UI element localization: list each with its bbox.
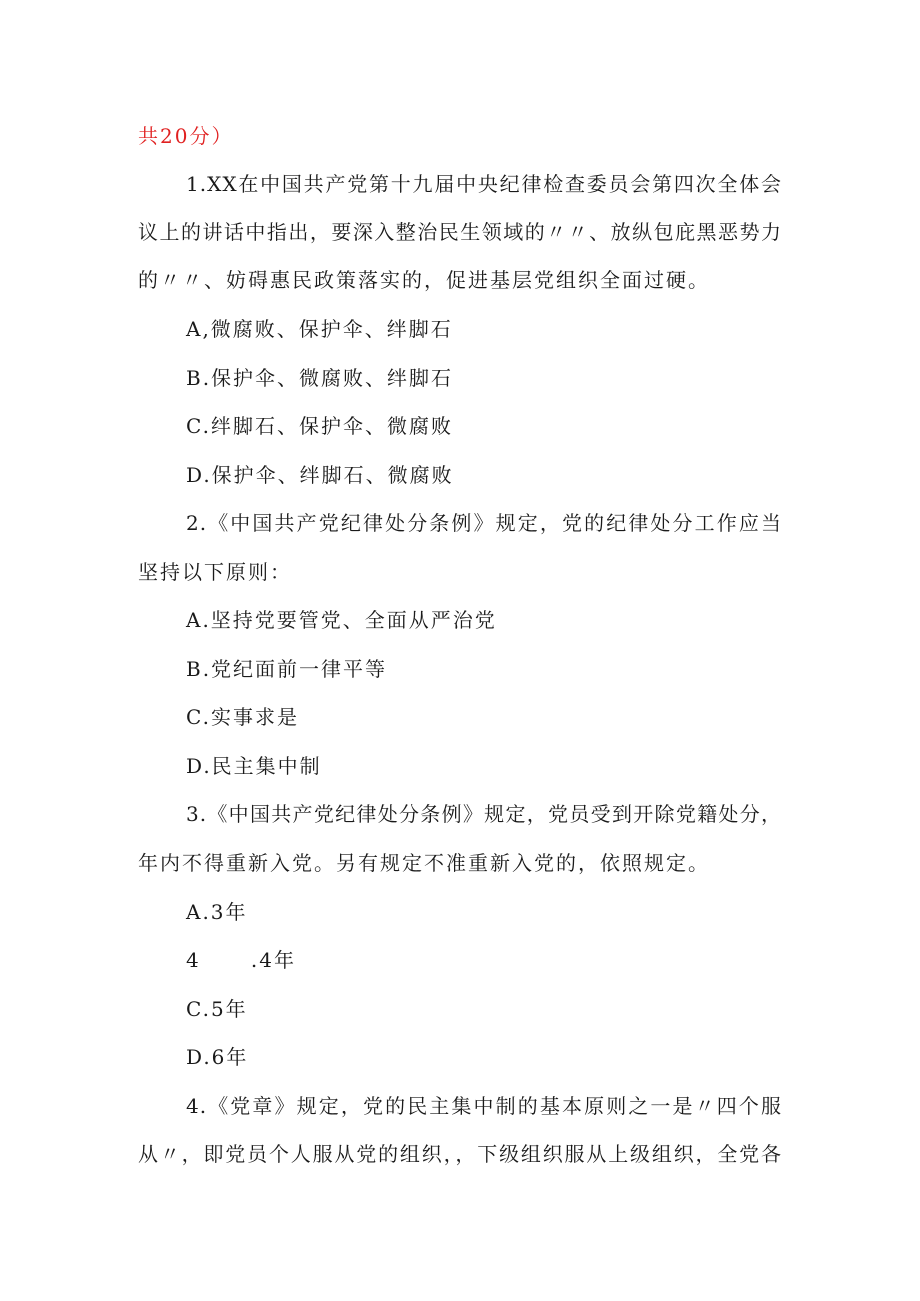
question-1-stem-line-2: 议上的讲话中指出，要深入整治民生领域的〃〃、放纵包庇黑恶势力 (138, 220, 782, 244)
question-3-stem-line-2: 年内不得重新入党。另有规定不准重新入党的，依照规定。 (138, 851, 710, 875)
question-2-option-c: C.实事求是 (186, 705, 299, 729)
question-4-stem-line-2: 从〃，即党员个人服从党的组织，，下级组织服从上级组织，全党各 (138, 1142, 782, 1166)
question-2-option-d: D.民主集中制 (186, 754, 322, 778)
question-1-option-c: C.绊脚石、保护伞、微腐败 (186, 414, 453, 438)
question-1-option-a: A,微腐败、保护伞、绊脚石 (186, 317, 453, 341)
question-2-stem-line-1: 2.《中国共产党纪律处分条例》规定，党的纪律处分工作应当 (186, 511, 782, 535)
question-3-option-b: 4 .4年 (186, 948, 296, 972)
question-1-option-d: D.保护伞、绊脚石、微腐败 (186, 463, 454, 487)
question-2-option-a: A.坚持党要管党、全面从严治党 (186, 608, 497, 632)
question-3-option-d: D.6年 (186, 1045, 249, 1069)
question-1-stem-line-3: 的〃〃、妨碍惠民政策落实的，促进基层党组织全面过硬。 (138, 268, 710, 292)
question-4-stem-line-1: 4.《党章》规定，党的民主集中制的基本原则之一是〃四个服 (186, 1094, 782, 1118)
question-1-stem-line-1: 1.XX在中国共产党第十九届中央纪律检查委员会第四次全体会 (186, 172, 782, 196)
question-3-stem-line-1: 3.《中国共产党纪律处分条例》规定，党员受到开除党籍处分， (186, 802, 782, 826)
question-2-stem-line-2: 坚持以下原则： (138, 560, 292, 584)
question-1-option-b: B.保护伞、微腐败、绊脚石 (186, 366, 454, 390)
section-header: 共20分） (138, 124, 234, 148)
question-3-option-c: C.5年 (186, 997, 248, 1021)
question-2-option-b: B.党纪面前一律平等 (186, 657, 388, 681)
question-3-option-a: A.3年 (186, 900, 248, 924)
